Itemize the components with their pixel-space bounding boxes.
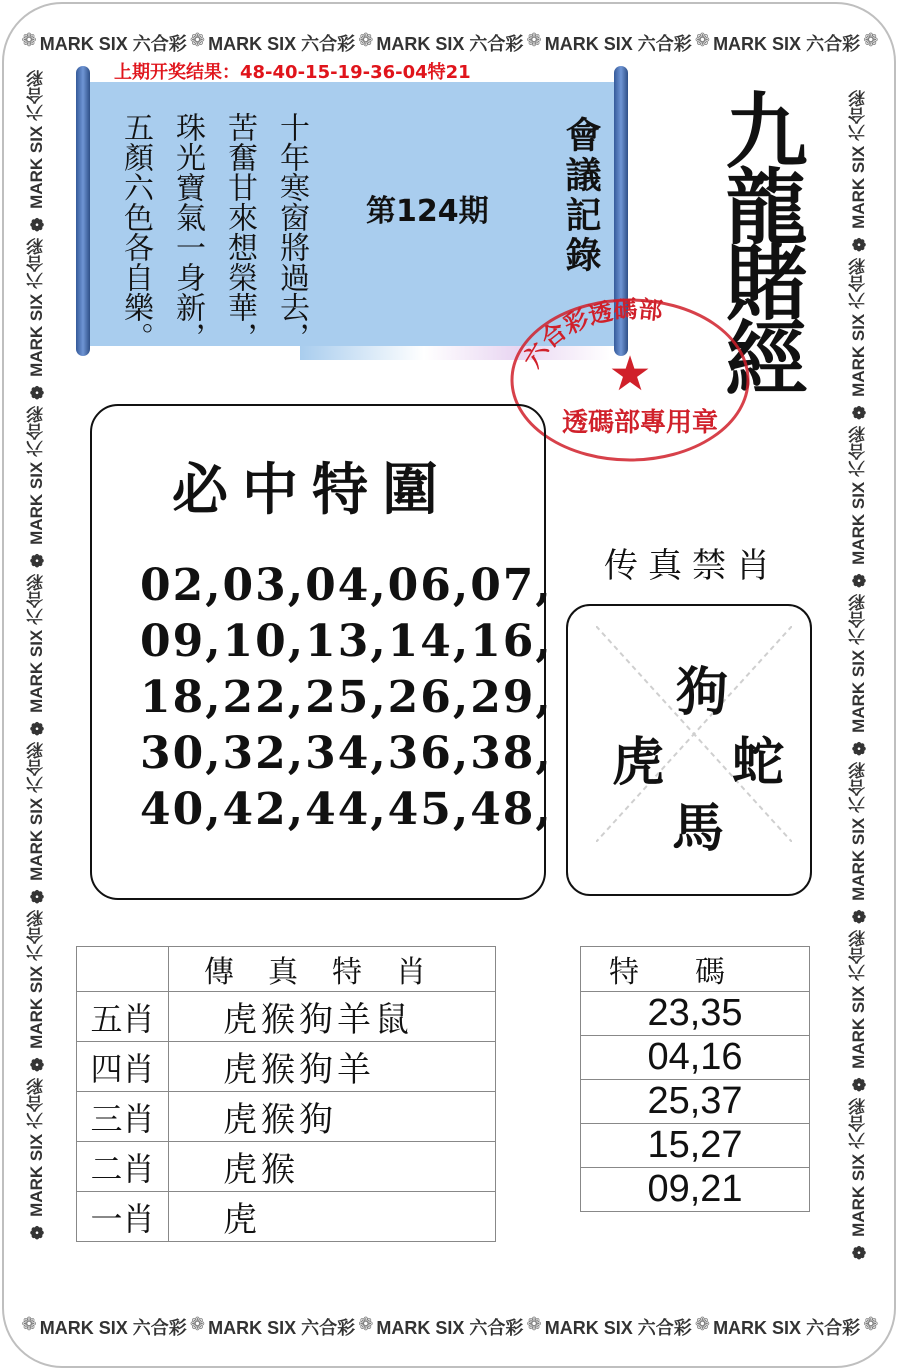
last-result: 上期开奖结果：48-40-15-19-36-04特21: [114, 62, 471, 83]
row-label: 五肖: [77, 992, 169, 1042]
zodiac-bottom: 馬: [672, 798, 725, 859]
table-row: [77, 1142, 496, 1192]
table-row: [77, 1192, 496, 1242]
border-text: ❁ MARK SIX 六合彩: [849, 90, 868, 254]
border-flower-icon: ❁: [694, 30, 710, 50]
row-value: 虎猴狗羊鼠: [169, 992, 496, 1042]
code-value: 15,27: [581, 1124, 810, 1168]
number-box-title: 必中特圍: [172, 457, 452, 523]
page-title: 九龍賭經: [712, 88, 808, 392]
table-header-blank: [77, 947, 169, 992]
table-row: [77, 1092, 496, 1142]
poem-line-2: 苦奮甘來想榮華，: [222, 112, 257, 352]
border-text: ❁ MARK SIX 六合彩: [849, 594, 868, 758]
scroll-rod-left: [76, 66, 90, 356]
border-text: ❁ MARK SIX 六合彩: [27, 742, 46, 906]
row-label: 四肖: [77, 1042, 169, 1092]
table-row: [77, 992, 496, 1042]
border-text: ❁ MARK SIX 六合彩: [849, 930, 868, 1094]
border-top: [20, 30, 880, 56]
code-value: 25,37: [581, 1080, 810, 1124]
poem-line-1: 十年寒窗將過去，: [274, 112, 309, 352]
poem-line-4: 五顏六色各自樂。: [118, 112, 153, 352]
border-text: ❁ MARK SIX 六合彩: [27, 1078, 46, 1242]
table-header: 特碼: [581, 947, 810, 992]
row-label: 三肖: [77, 1092, 169, 1142]
code-table: [580, 946, 810, 1212]
border-flower-icon: ❁: [694, 1314, 710, 1334]
border-flower-icon: ❁: [526, 30, 542, 50]
row-label: 一肖: [77, 1192, 169, 1242]
border-text: ❁ MARK SIX 六合彩: [27, 70, 46, 234]
border-text: ❁ MARK SIX 六合彩: [27, 910, 46, 1074]
seal-label: 透碼部專用章: [562, 408, 719, 438]
number-row: 09,10,13,14,16,: [140, 616, 553, 667]
row-value: 虎: [169, 1192, 496, 1242]
number-row: 18,22,25,26,29,: [140, 672, 553, 723]
border-flower-icon: ❁: [863, 30, 879, 50]
border-text: ❁ MARK SIX 六合彩: [849, 258, 868, 422]
border-bottom: [20, 1314, 880, 1340]
border-text: MARK SIX 六合彩: [208, 1318, 356, 1338]
code-value: 23,35: [581, 992, 810, 1036]
row-value: 虎猴: [169, 1142, 496, 1192]
border-text: ❁ MARK SIX 六合彩: [27, 238, 46, 402]
border-text: MARK SIX 六合彩: [39, 1318, 187, 1338]
number-row: 40,42,44,45,48,: [140, 784, 553, 835]
border-left: [24, 70, 48, 1310]
border-text: ❁ MARK SIX 六合彩: [849, 1098, 868, 1262]
table-row: [581, 1080, 810, 1124]
border-flower-icon: ❁: [189, 30, 205, 50]
table-row: [581, 992, 810, 1036]
row-label: 二肖: [77, 1142, 169, 1192]
border-text: ❁ MARK SIX 六合彩: [27, 574, 46, 738]
code-value: 04,16: [581, 1036, 810, 1080]
zodiac-top: 狗: [676, 662, 729, 723]
meeting-record: 會議記錄: [560, 116, 602, 276]
border-text: MARK SIX 六合彩: [713, 34, 861, 54]
table-header-row: [77, 947, 496, 992]
row-value: 虎猴狗: [169, 1092, 496, 1142]
border-flower-icon: ❁: [526, 1314, 542, 1334]
code-value: 09,21: [581, 1168, 810, 1212]
row-value: 虎猴狗羊: [169, 1042, 496, 1092]
forbidden-label: 传真禁肖: [604, 546, 780, 586]
star-icon: ★: [608, 346, 652, 402]
border-flower-icon: ❁: [21, 1314, 37, 1334]
table-row: [581, 1036, 810, 1080]
number-row: 02,03,04,06,07,: [140, 560, 553, 611]
border-text: ❁ MARK SIX 六合彩: [849, 762, 868, 926]
table-row: [581, 1124, 810, 1168]
table-header-row: [581, 947, 810, 992]
border-text: MARK SIX 六合彩: [713, 1318, 861, 1338]
zodiac-right: 蛇: [732, 732, 785, 793]
table-row: [77, 1042, 496, 1092]
border-text: ❁ MARK SIX 六合彩: [27, 406, 46, 570]
poem-line-3: 珠光寶氣一身新，: [170, 112, 205, 352]
border-flower-icon: ❁: [358, 30, 374, 50]
border-text: MARK SIX 六合彩: [376, 34, 524, 54]
border-flower-icon: ❁: [863, 1314, 879, 1334]
border-flower-icon: ❁: [189, 1314, 205, 1334]
border-right: [846, 70, 870, 1310]
border-text: MARK SIX 六合彩: [544, 34, 692, 54]
border-text: MARK SIX 六合彩: [208, 34, 356, 54]
border-text: MARK SIX 六合彩: [39, 34, 187, 54]
border-text: ❁ MARK SIX 六合彩: [849, 426, 868, 590]
number-row: 30,32,34,36,38,: [140, 728, 553, 779]
border-text: MARK SIX 六合彩: [376, 1318, 524, 1338]
issue-number: 第124期: [366, 194, 489, 229]
table-header: 傳真特肖: [169, 947, 496, 992]
table-row: [581, 1168, 810, 1212]
seal-arc-text: 六合彩透碼部: [517, 295, 664, 373]
zodiac-left: 虎: [612, 732, 665, 793]
border-flower-icon: ❁: [358, 1314, 374, 1334]
border-text: MARK SIX 六合彩: [544, 1318, 692, 1338]
border-flower-icon: ❁: [21, 30, 37, 50]
zodiac-table: [76, 946, 496, 1242]
